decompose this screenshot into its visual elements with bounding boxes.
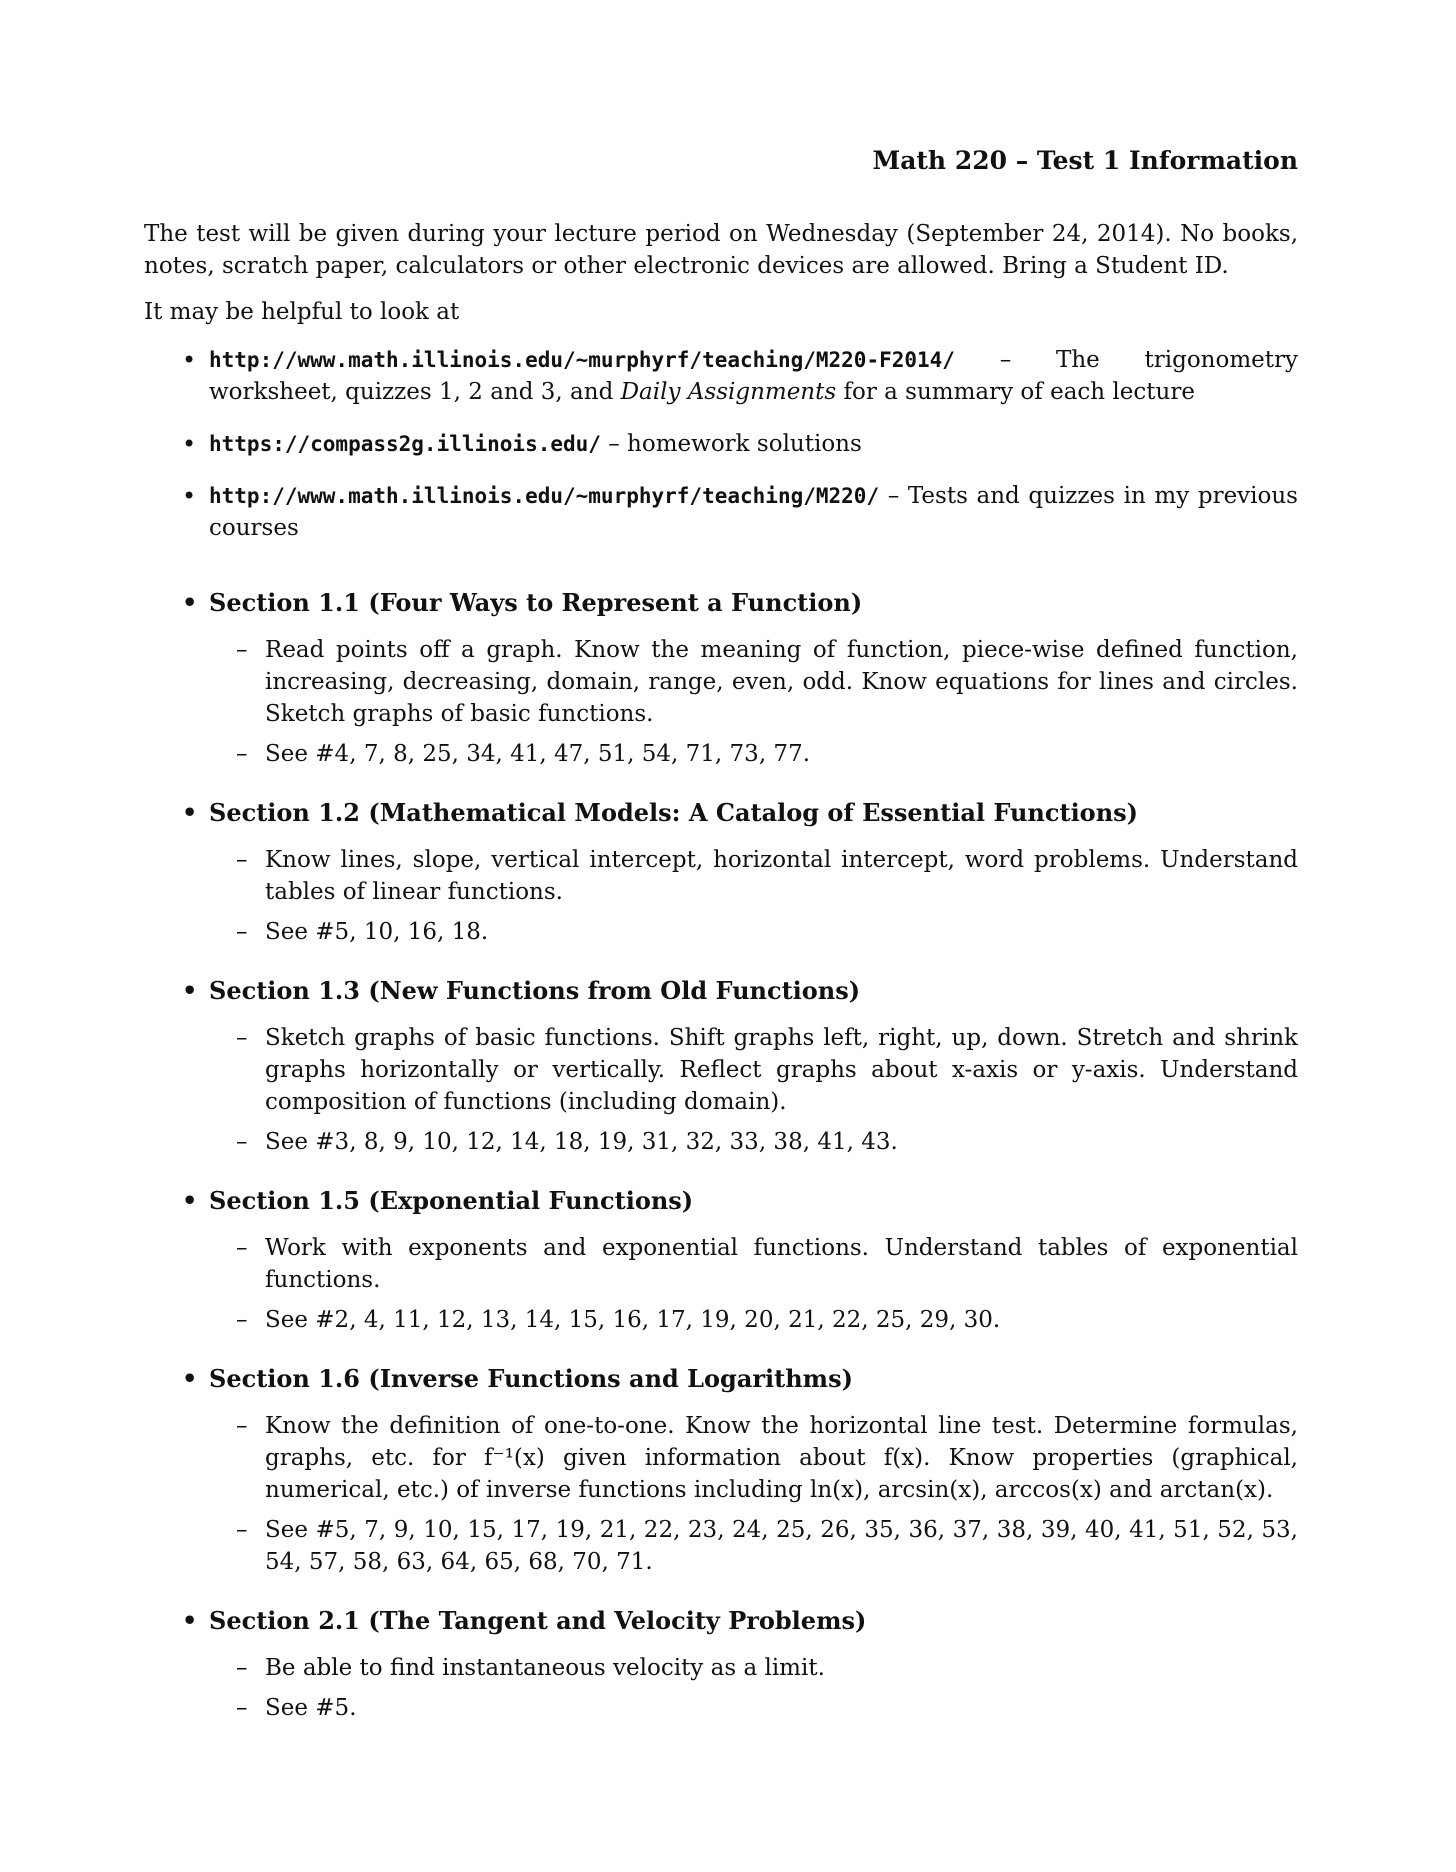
- section-description: – Sketch graphs of basic functions. Shift graphs left, right, up, down. Stretch and shrink graphs horizontally or vertically. Reflect graphs about x-axis or y-axis. Understand composition of functions (including domain).: [144, 1022, 1298, 1118]
- page-title: Math 220 – Test 1 Information: [872, 146, 1298, 175]
- section-1-5: [144, 1184, 1298, 1336]
- section-heading: • Section 2.1 (The Tangent and Velocity Problems): [144, 1604, 1298, 1638]
- section-description: – Read points off a graph. Know the meaning of function, piece-wise defined function, increasing, decreasing, domain, range, even, odd. Know equations for lines and circles. Sketch graphs of basic functions.: [144, 634, 1298, 730]
- section-1-3: [144, 974, 1298, 1158]
- resource-text-italic: Daily Assignments: [620, 379, 837, 405]
- section-1-6: [144, 1362, 1298, 1578]
- section-problems: – See #2, 4, 11, 12, 13, 14, 15, 16, 17, 19, 20, 21, 22, 25, 29, 30.: [144, 1304, 1298, 1336]
- resource-item: [144, 344, 1298, 408]
- resource-text: – Tests and quizzes in my previous courses: [209, 483, 1298, 541]
- resource-link[interactable]: http://www.math.illinois.edu/~murphyrf/teaching/M220-F2014/: [209, 348, 955, 372]
- section-problems: – See #4, 7, 8, 25, 34, 41, 47, 51, 54, 71, 73, 77.: [144, 738, 1298, 770]
- section-description: – Work with exponents and exponential functions. Understand tables of exponential functions.: [144, 1232, 1298, 1296]
- section-problems: – See #5.: [144, 1692, 1298, 1724]
- sections-list: [144, 586, 1298, 1750]
- section-heading: • Section 1.3 (New Functions from Old Functions): [144, 974, 1298, 1008]
- resource-text: for a summary of each lecture: [836, 379, 1195, 405]
- section-1-2: [144, 796, 1298, 948]
- section-heading: • Section 1.2 (Mathematical Models: A Catalog of Essential Functions): [144, 796, 1298, 830]
- section-2-1: [144, 1604, 1298, 1724]
- section-description: – Know the definition of one-to-one. Know the horizontal line test. Determine formulas, graphs, etc. for f⁻¹(x) given information about f(x). Know properties (graphical, numerical, etc.) of inverse functions including ln(x), arcsin(x), arccos(x) and arctan(x).: [144, 1410, 1298, 1506]
- section-heading: • Section 1.1 (Four Ways to Represent a Function): [144, 586, 1298, 620]
- section-problems: – See #5, 7, 9, 10, 15, 17, 19, 21, 22, 23, 24, 25, 26, 35, 36, 37, 38, 39, 40, 41, 51, 52, 53, 54, 57, 58, 63, 64, 65, 68, 70, 71.: [144, 1514, 1298, 1578]
- section-1-1: [144, 586, 1298, 770]
- resource-link[interactable]: http://www.math.illinois.edu/~murphyrf/teaching/M220/: [209, 484, 880, 508]
- section-description: – Be able to find instantaneous velocity as a limit.: [144, 1652, 1298, 1684]
- resource-item: [144, 480, 1298, 544]
- resource-link[interactable]: https://compass2g.illinois.edu/: [209, 432, 601, 456]
- section-problems: – See #5, 10, 16, 18.: [144, 916, 1298, 948]
- section-description: – Know lines, slope, vertical intercept, horizontal intercept, word problems. Understand tables of linear functions.: [144, 844, 1298, 908]
- resource-text: – The trigonometry worksheet, quizzes 1, 2 and 3, and: [209, 347, 1298, 405]
- section-heading: • Section 1.5 (Exponential Functions): [144, 1184, 1298, 1218]
- resource-links: [144, 344, 1298, 564]
- section-heading: • Section 1.6 (Inverse Functions and Logarithms): [144, 1362, 1298, 1396]
- look-at-line: It may be helpful to look at: [144, 299, 460, 325]
- section-problems: – See #3, 8, 9, 10, 12, 14, 18, 19, 31, 32, 33, 38, 41, 43.: [144, 1126, 1298, 1158]
- intro-paragraph: The test will be given during your lecture period on Wednesday (September 24, 2014). No books, notes, scratch paper, calculators or other electronic devices are allowed. Bring a Student ID.: [144, 221, 1298, 279]
- resource-item: [144, 428, 1298, 460]
- resource-text: – homework solutions: [600, 431, 862, 457]
